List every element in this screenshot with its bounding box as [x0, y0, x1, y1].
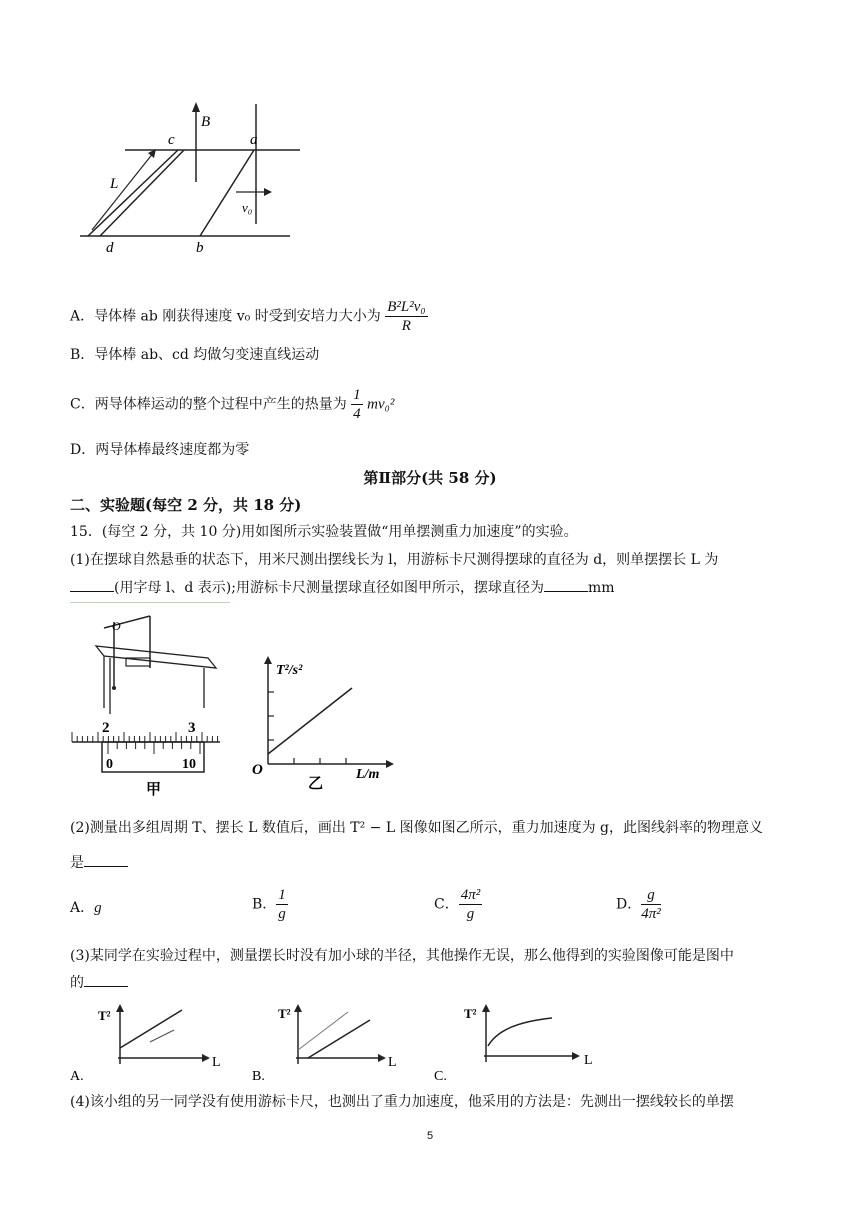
q15-p2-line2: 是: [70, 852, 128, 873]
svg-text:T²: T²: [278, 1006, 291, 1021]
label-L: L: [110, 176, 119, 192]
q15-p2-line1: (2)测量出多组周期 T、摆长 L 数值后，画出 T² − L 图像如图乙所示，重力加速度为 g，此图线斜率的物理意义: [70, 820, 764, 836]
label-yi: 乙: [308, 776, 324, 790]
label-b: b: [196, 240, 204, 256]
rails-figure: [70, 100, 310, 260]
q15-p3-line2: 的: [70, 972, 128, 993]
graph-option-a: [70, 1000, 230, 1086]
label-a: a: [250, 132, 258, 148]
graph-yi-origin: O: [252, 762, 263, 778]
graph-yi-xlabel: L/m: [356, 767, 380, 782]
q15-option-b: B． $\frac{1}{g}$: [252, 887, 286, 922]
answer-blank: [70, 577, 114, 592]
graph-yi: [248, 650, 398, 790]
answer-blank: [544, 577, 588, 592]
option-a: A．导体棒 ab 刚获得速度 v₀ 时受到安培力大小为 $\frac{\text{B²L²v₀}}{R}$: [70, 299, 426, 334]
q15-option-c: C． $\frac{\text{4π²}}{g}$: [434, 887, 481, 922]
svg-text:A.: A.: [70, 1069, 84, 1084]
option-a-fraction: $\frac{\text{B²L²v₀}}{R}$: [387, 299, 426, 334]
q15-p4-line1: (4)该小组的另一同学没有使用游标卡尺，也测出了重力加速度，他采用的方法是：先测出一摆线较长的单摆: [70, 1094, 734, 1110]
label-B: B: [201, 114, 211, 130]
part-title: 第Ⅱ部分(共 58 分): [363, 469, 497, 487]
graph-yi-ylabel: T²/s²: [276, 663, 303, 678]
svg-text:B.: B.: [252, 1069, 265, 1084]
label-v0: v₀: [242, 200, 253, 215]
svg-text:T²: T²: [464, 1006, 477, 1021]
option-c-fraction: $\frac{1}{4}$: [353, 387, 361, 422]
vernier-ticks: [108, 742, 200, 754]
q15-option-d: D． $\frac{g}{\text{4π²}}$: [616, 887, 661, 922]
label-jia: 甲: [146, 782, 162, 798]
q15-intro: 15．(每空 2 分，共 10 分)用如图所示实验装置做“用单摆测重力加速度”的实验。: [70, 524, 578, 540]
answer-blank: [84, 852, 128, 867]
svg-text:L: L: [212, 1055, 221, 1070]
answer-blank: [84, 972, 128, 987]
q15-p1-line2: (用字母 l、d 表示);用游标卡尺测量摆球直径如图甲所示，摆球直径为 mm: [70, 577, 615, 598]
svg-text:T²: T²: [98, 1008, 111, 1023]
vernier-10: 10: [182, 757, 196, 772]
caliper-figure: [68, 608, 238, 800]
graph-option-c: [434, 1000, 594, 1086]
main-scale-ticks: [72, 732, 218, 742]
q15-p3-line1: (3)某同学在实验过程中，测量摆长时没有加小球的半径，其他操作无误，那么他得到的实验图像可能是图中: [70, 948, 734, 964]
q15-p1-line1: (1)在摆球自然悬垂的状态下，用米尺测出摆线长为 l，用游标卡尺测得摆球的直径为 d，则单摆摆长 L 为: [70, 552, 719, 568]
caliper-scale-3: 3: [188, 720, 196, 736]
option-c: C．两导体棒运动的整个过程中产生的热量为 $\frac{1}{4}$ mv₀²: [70, 387, 395, 422]
divider: [70, 602, 230, 603]
svg-text:C.: C.: [434, 1069, 447, 1084]
graph-option-b: [252, 1000, 412, 1086]
section-title: 二、实验题(每空 2 分，共 18 分): [70, 496, 302, 514]
svg-text:L: L: [388, 1055, 397, 1070]
label-c: c: [168, 132, 175, 148]
vernier-0: 0: [106, 757, 113, 772]
label-d: d: [106, 240, 114, 256]
q15-option-a: A．g: [70, 900, 102, 916]
option-b: B．导体棒 ab、cd 均做匀变速直线运动: [70, 347, 320, 363]
svg-text:L: L: [584, 1053, 593, 1068]
caliper-scale-2: 2: [102, 720, 110, 736]
page-number: 5: [426, 1130, 434, 1142]
label-pivot-o: O: [112, 619, 121, 633]
option-d: D．两导体棒最终速度都为零: [70, 442, 250, 458]
